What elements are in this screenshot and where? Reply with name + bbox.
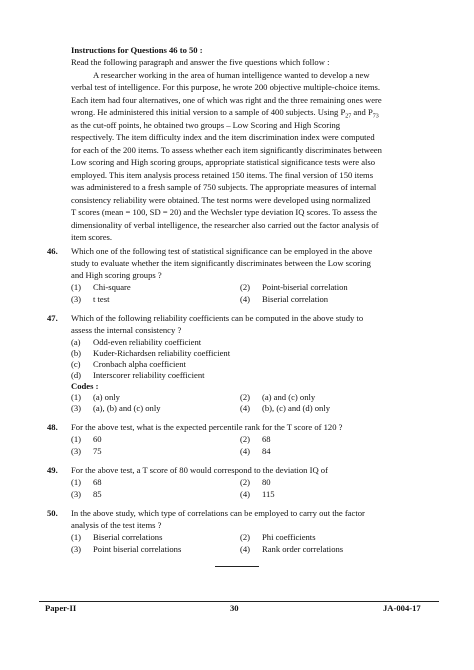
passage-line: for each of the 200 items. To assess whether each item significantly discriminates between bbox=[71, 145, 382, 155]
option-text: 84 bbox=[262, 446, 271, 456]
option-text: (b), (c) and (d) only bbox=[262, 403, 331, 413]
passage-line-with-percentiles bbox=[71, 107, 379, 118]
option-number: (3) bbox=[71, 446, 82, 456]
option-text: 68 bbox=[262, 434, 271, 444]
option-text: (a) only bbox=[93, 392, 120, 402]
option-text: 85 bbox=[93, 489, 102, 499]
option-number: (3) bbox=[71, 403, 82, 413]
passage-line: A researcher working in the area of human intelligence wanted to develop a new bbox=[93, 70, 370, 80]
question-text: For the above test, what is the expected percentile rank for the T score of 120 ? bbox=[71, 422, 343, 432]
question-number: 48. bbox=[47, 422, 58, 432]
passage-line: consistency reliability were obtained. The test norms were developed using normalized bbox=[71, 195, 371, 205]
option-number: (4) bbox=[240, 294, 251, 304]
question-text: and High scoring groups ? bbox=[71, 270, 162, 280]
option-text: t test bbox=[93, 294, 110, 304]
question-text: For the above test, a T score of 80 would correspond to the deviation IQ of bbox=[71, 465, 328, 475]
passage-line: Low scoring and High scoring groups, appropriate statistical significance tests were also bbox=[71, 157, 376, 167]
option-text: Biserial correlation bbox=[262, 294, 329, 304]
option-text: 60 bbox=[93, 434, 102, 444]
passage-line: employed. This item analysis process retained 150 items. The final version of 150 items bbox=[71, 170, 374, 180]
option-text: 68 bbox=[93, 477, 102, 487]
option-text: (a) and (c) only bbox=[262, 392, 316, 402]
option-number: (4) bbox=[240, 403, 251, 413]
codes-label: Codes : bbox=[71, 381, 99, 391]
question-number: 49. bbox=[47, 465, 58, 475]
question-text: Which one of the following test of statistical significance can be employed in the above bbox=[71, 246, 373, 256]
instructions-intro: Read the following paragraph and answer the five questions which follow : bbox=[71, 57, 330, 67]
option-number: (2) bbox=[240, 532, 251, 542]
option-text: Biserial correlations bbox=[93, 532, 163, 542]
end-rule bbox=[215, 566, 259, 567]
option-number: (1) bbox=[71, 434, 82, 444]
instructions-heading: Instructions for Questions 46 to 50 : bbox=[71, 45, 203, 55]
item-text: Cronbach alpha coefficient bbox=[93, 359, 186, 369]
question-text: In the above study, which type of correlations can be employed to carry out the factor bbox=[71, 508, 365, 518]
item-letter: (b) bbox=[71, 348, 82, 358]
passage-line-text: wrong. He administered this initial version to a sample of 400 subjects. Using P bbox=[71, 107, 346, 117]
option-text: Rank order correlations bbox=[262, 544, 344, 554]
item-letter: (a) bbox=[71, 337, 81, 347]
question-text: analysis of the test items ? bbox=[71, 520, 162, 530]
footer-code: JA-004-17 bbox=[383, 603, 421, 613]
footer-paper-label: Paper-II bbox=[45, 603, 77, 613]
footer-page-number: 30 bbox=[230, 603, 239, 613]
question-text: Which of the following reliability coefficients can be computed in the above study to bbox=[71, 313, 364, 323]
option-text: Phi coefficients bbox=[262, 532, 316, 542]
passage-line: dimensionality of verbal intelligence, the researcher also carried out the factor analysis of bbox=[71, 220, 379, 230]
question-number: 46. bbox=[47, 246, 58, 256]
percentile-subscript-high: 73 bbox=[372, 113, 379, 120]
option-number: (3) bbox=[71, 489, 82, 499]
item-letter: (d) bbox=[71, 370, 82, 380]
percentile-subscript-low: 27 bbox=[345, 113, 352, 120]
passage-line: was administered to a fresh sample of 750 subjects. The appropriate measures of internal bbox=[71, 182, 377, 192]
item-text: Kuder-Richardsen reliability coefficient bbox=[93, 348, 231, 358]
question-text: study to evaluate whether the item significantly discriminates between the Low scoring bbox=[71, 258, 371, 268]
option-number: (2) bbox=[240, 392, 251, 402]
item-text: Interscorer reliability coefficient bbox=[93, 370, 205, 380]
question-text: assess the internal consistency ? bbox=[71, 325, 182, 335]
question-number: 47. bbox=[47, 313, 58, 323]
option-text: Point-biserial correlation bbox=[262, 282, 348, 292]
option-text: Chi-square bbox=[93, 282, 131, 292]
option-number: (1) bbox=[71, 477, 82, 487]
passage-line: T scores (mean = 100, SD = 20) and the Wechsler type deviation IQ scores. To assess the bbox=[71, 207, 378, 217]
passage-line: Each item had four alternatives, one of which was right and the three remaining ones were bbox=[71, 95, 382, 105]
option-number: (3) bbox=[71, 294, 82, 304]
option-number: (2) bbox=[240, 434, 251, 444]
passage-and-p: and P bbox=[351, 107, 373, 117]
option-text: 115 bbox=[262, 489, 275, 499]
option-number: (2) bbox=[240, 477, 251, 487]
option-number: (4) bbox=[240, 489, 251, 499]
option-number: (1) bbox=[71, 532, 82, 542]
option-number: (1) bbox=[71, 392, 82, 402]
option-number: (4) bbox=[240, 446, 251, 456]
option-number: (4) bbox=[240, 544, 251, 554]
option-number: (2) bbox=[240, 282, 251, 292]
option-text: 75 bbox=[93, 446, 102, 456]
option-text: (a), (b) and (c) only bbox=[93, 403, 161, 413]
item-letter: (c) bbox=[71, 359, 81, 369]
passage-line: item scores. bbox=[71, 232, 113, 242]
option-text: Point biserial correlations bbox=[93, 544, 182, 554]
item-text: Odd-even reliability coefficient bbox=[93, 337, 202, 347]
option-text: 80 bbox=[262, 477, 271, 487]
question-number: 50. bbox=[47, 508, 58, 518]
option-number: (3) bbox=[71, 544, 82, 554]
footer-rule bbox=[39, 601, 439, 602]
passage-line: verbal test of intelligence. For this purpose, he wrote 200 objective multiple-choice items. bbox=[71, 82, 381, 92]
passage-line: respectively. The item difficulty index and the item discrimination index were computed bbox=[71, 132, 375, 142]
passage-line: as the cut-off points, he obtained two groups – Low Scoring and High Scoring bbox=[71, 120, 341, 130]
option-number: (1) bbox=[71, 282, 82, 292]
